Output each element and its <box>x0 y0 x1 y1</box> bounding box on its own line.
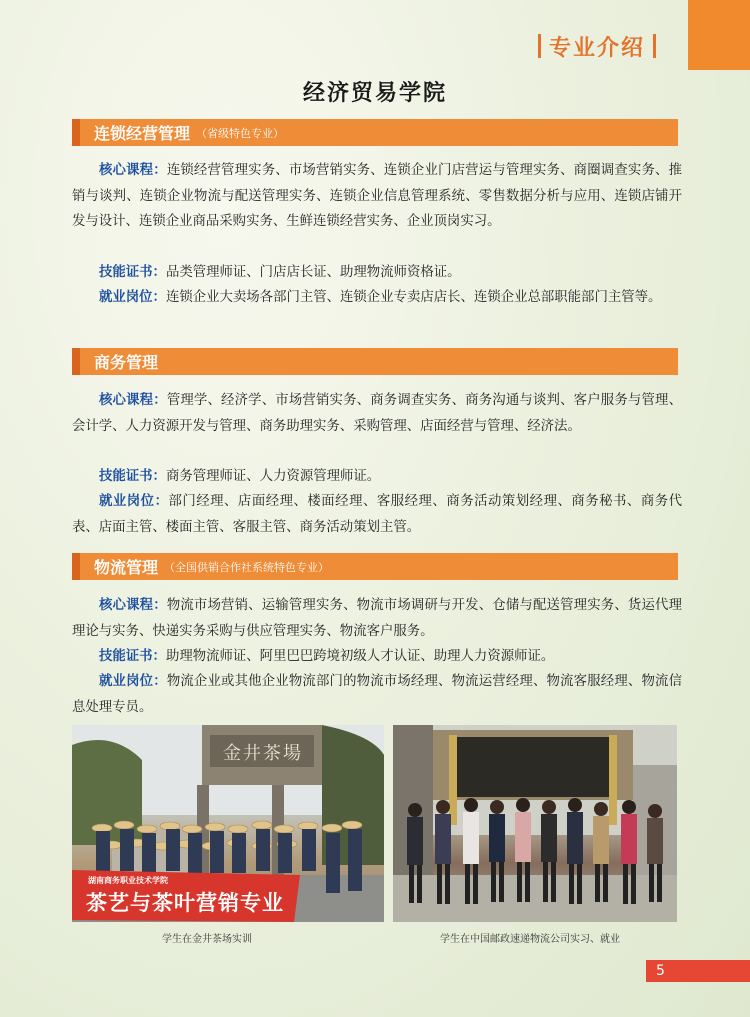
cert-label: 技能证书： <box>99 649 166 664</box>
cert-text: 品类管理师证、门店店长证、助理物流师资格证。 <box>165 265 461 280</box>
major-name: 商务管理 <box>94 353 159 372</box>
jobs-1 <box>72 285 682 311</box>
job-text: 部门经理、店面经理、楼面经理、客服经理、商务活动策划经理、商务秘书、商务代表、店面主管、楼面主管、客服主管、商务活动策划主管。 <box>72 494 683 535</box>
certificates-1 <box>72 260 682 286</box>
cert-label: 技能证书： <box>99 469 166 484</box>
caption-left: 学生在金井茶场实训 <box>162 934 252 945</box>
core-text: 连锁经营管理实务、市场营销实务、连锁企业门店营运与管理实务、商圈调查实务、推销与谈判、连锁企业物流与配送管理实务、连锁企业信息管理系统、零售数据分析与应用、连锁店铺开发与设计、连锁企业商品采购实务、生鲜连锁经营实务、企业顶岗实习。 <box>72 163 682 229</box>
major-tag: （省级特色专业） <box>196 126 285 140</box>
major-tag: （全国供销合作社系统特色专业） <box>164 560 330 574</box>
section-title <box>530 26 664 66</box>
banner-major: 茶艺与茶叶营销专业 <box>86 891 284 915</box>
title-bar-left <box>538 34 541 58</box>
core-label: 核心课程： <box>99 163 167 178</box>
core-text: 管理学、经济学、市场营销实务、商务调查实务、商务沟通与谈判、客户服务与管理、会计学、人力资源开发与管理、商务助理实务、采购管理、店面经营与管理、经济法。 <box>72 393 682 434</box>
core-courses-1 <box>72 158 682 235</box>
job-label: 就业岗位： <box>99 290 166 305</box>
job-label: 就业岗位： <box>99 674 167 689</box>
certificates-2 <box>72 464 682 490</box>
job-label: 就业岗位： <box>99 494 169 509</box>
major-header-logistics-management <box>72 553 678 580</box>
photo-tea-farm <box>72 725 384 922</box>
job-text: 物流企业或其他企业物流部门的物流市场经理、物流运营经理、物流客服经理、物流信息处理专员。 <box>72 674 682 715</box>
core-label: 核心课程： <box>99 393 167 408</box>
jobs-3 <box>72 669 682 720</box>
major-name: 物流管理 <box>94 558 159 577</box>
major-name: 连锁经营管理 <box>94 124 191 143</box>
core-courses-3 <box>72 593 682 644</box>
job-text: 连锁企业大卖场各部门主管、连锁企业专卖店店长、连锁企业总部职能部门主管等。 <box>165 290 662 305</box>
banner-school: 湖南商务职业技术学院 <box>88 876 168 885</box>
core-courses-2 <box>72 388 682 439</box>
cert-label: 技能证书： <box>99 265 166 280</box>
photo-logistics-internship <box>393 725 677 922</box>
title-bar-right <box>653 34 656 58</box>
core-text: 物流市场营销、运输管理实务、物流市场调研与开发、仓储与配送管理实务、货运代理理论与实务、快递实务采购与供应管理实务、物流客户服务。 <box>72 598 682 639</box>
major-header-business-management <box>72 348 678 375</box>
tea-farm-gate-sign: 金井茶場 <box>223 743 303 764</box>
core-label: 核心课程： <box>99 598 167 613</box>
page-number: 5 <box>656 963 665 979</box>
caption-right: 学生在中国邮政速递物流公司实习、就业 <box>440 934 620 945</box>
corner-tab <box>688 0 750 70</box>
certificates-3 <box>72 644 682 670</box>
cert-text: 助理物流师证、阿里巴巴跨境初级人才认证、助理人力资源师证。 <box>165 649 555 664</box>
cert-text: 商务管理师证、人力资源管理师证。 <box>165 469 381 484</box>
college-title: 经济贸易学院 <box>302 80 447 106</box>
jobs-2 <box>72 489 682 540</box>
section-title-text: 专业介绍 <box>549 35 646 61</box>
major-header-chain-management <box>72 119 678 146</box>
page-number-bar <box>646 960 750 982</box>
